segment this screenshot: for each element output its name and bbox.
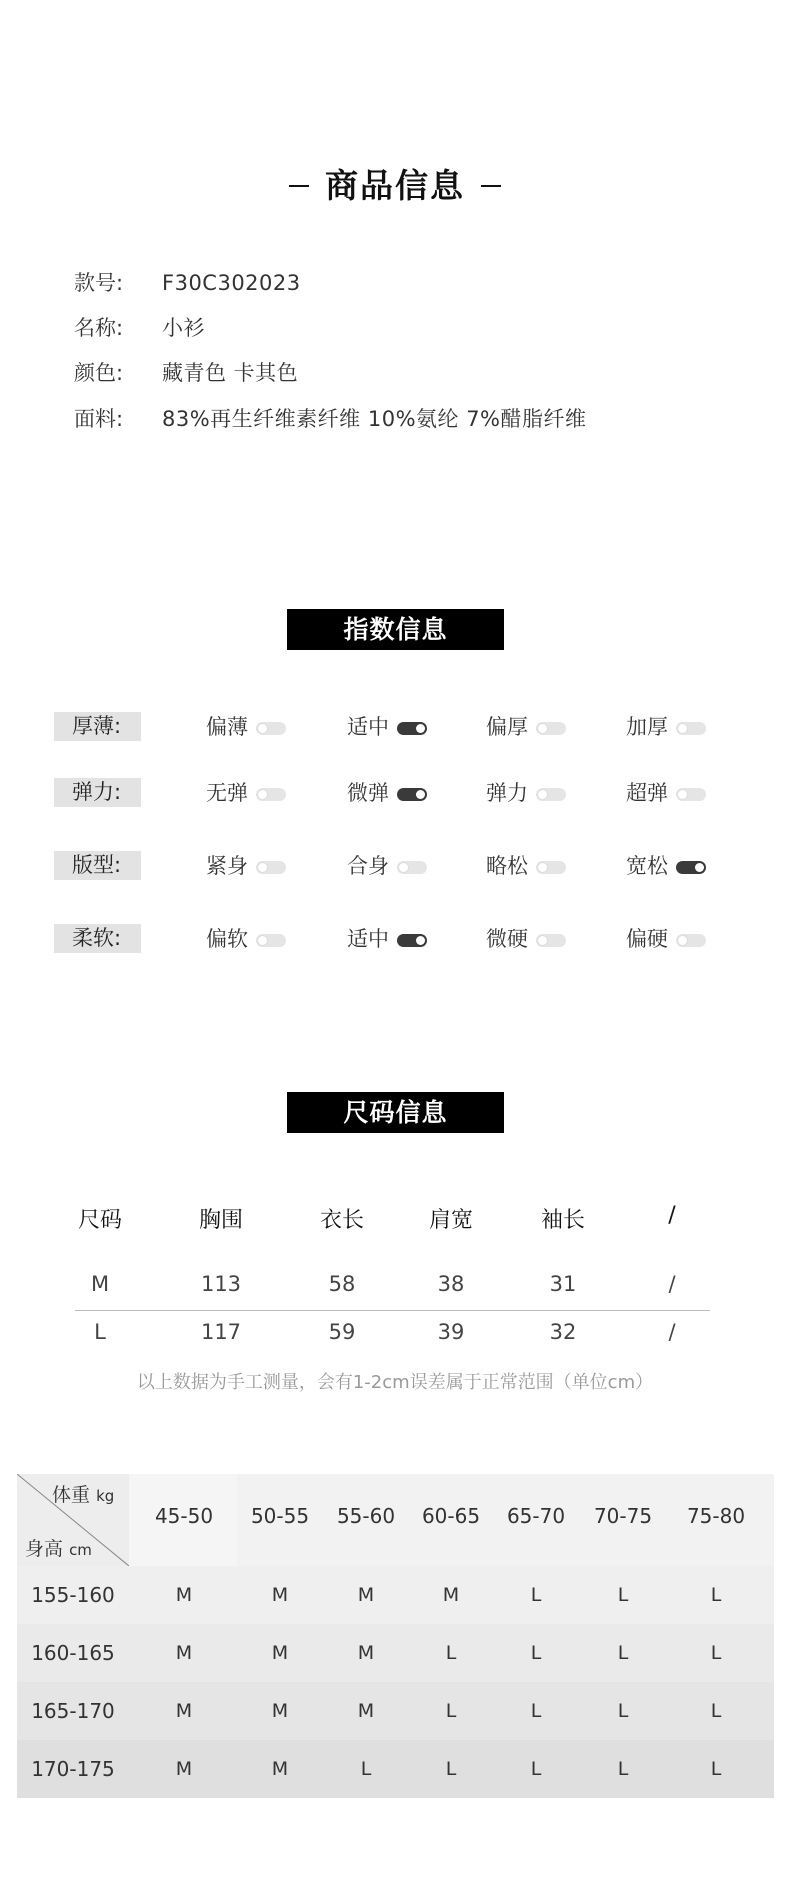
toggle-knob (695, 863, 704, 872)
toggle-knob (257, 862, 268, 873)
toggle-knob (677, 723, 688, 734)
toggle-off-icon (256, 722, 286, 735)
toggle-knob (537, 862, 548, 873)
size-cell: M (442, 1584, 460, 1606)
height-unit: cm (69, 1541, 92, 1559)
size-cell: M (175, 1700, 193, 1722)
toggle-knob (537, 723, 548, 734)
info-value: 藏青色 卡其色 (162, 361, 299, 385)
toggle-off-icon (536, 788, 566, 801)
info-key: 名称: (74, 316, 124, 340)
toggle-knob (257, 935, 268, 946)
size-cell: M (357, 1700, 375, 1722)
size-cell: L (360, 1758, 372, 1780)
height-row-header: 165-170 (31, 1699, 115, 1723)
size-cell: L (530, 1758, 542, 1780)
height-row-header: 160-165 (31, 1641, 115, 1665)
toggle-off-icon (676, 722, 706, 735)
index-option-label: 适中 (347, 715, 389, 739)
height-row-header: 155-160 (31, 1583, 115, 1607)
size-cell: 113 (200, 1272, 242, 1296)
info-row-style-no (74, 268, 301, 298)
size-cell: L (445, 1700, 457, 1722)
size-cell: M (357, 1642, 375, 1664)
index-label: 柔软: (54, 924, 141, 953)
index-option-label: 弹力 (486, 781, 528, 805)
index-option-label: 紧身 (206, 854, 248, 878)
info-key: 款号: (74, 271, 124, 295)
size-cell: L (617, 1642, 629, 1664)
toggle-on-icon (676, 861, 706, 874)
size-cell: 39 (437, 1320, 465, 1344)
size-cell: / (668, 1272, 676, 1296)
grid-row (17, 1624, 774, 1682)
size-cell: L (710, 1642, 722, 1664)
info-key: 颜色: (74, 361, 124, 385)
size-cell: 38 (437, 1272, 465, 1296)
toggle-off-icon (256, 861, 286, 874)
weight-col-header: 50-55 (250, 1504, 310, 1528)
size-table-divider (75, 1310, 710, 1311)
size-cell: L (94, 1320, 106, 1344)
size-cell: L (617, 1758, 629, 1780)
weight-label: 体重 (52, 1484, 91, 1506)
info-value: 83%再生纤维素纤维 10%氨纶 7%醋脂纤维 (162, 407, 587, 431)
size-cell: L (530, 1584, 542, 1606)
size-cell: M (271, 1700, 289, 1722)
index-option-label: 偏厚 (486, 715, 528, 739)
size-cell: 117 (200, 1320, 242, 1344)
size-cell: 59 (328, 1320, 356, 1344)
size-col-header: 袖长 (540, 1208, 585, 1233)
size-cell: M (90, 1272, 110, 1296)
size-cell: M (357, 1584, 375, 1606)
size-col-header: 衣长 (319, 1208, 364, 1233)
toggle-knob (257, 789, 268, 800)
toggle-on-icon (397, 788, 427, 801)
index-option-label: 适中 (347, 927, 389, 951)
size-col-header: 尺码 (77, 1208, 122, 1233)
toggle-off-icon (397, 861, 427, 874)
toggle-knob (677, 789, 688, 800)
index-option-label: 超弹 (626, 781, 668, 805)
size-col-header: 肩宽 (428, 1208, 473, 1233)
size-col-header: 胸围 (198, 1208, 243, 1233)
size-cell: M (271, 1584, 289, 1606)
size-cell: L (445, 1642, 457, 1664)
height-row-header: 170-175 (31, 1757, 115, 1781)
size-cell: 58 (328, 1272, 356, 1296)
index-info-title: 指数信息 (287, 609, 504, 650)
info-row-color (74, 358, 298, 388)
toggle-off-icon (676, 788, 706, 801)
toggle-on-icon (397, 722, 427, 735)
info-value: F30C302023 (162, 271, 301, 295)
info-row-name (74, 313, 205, 343)
toggle-knob (416, 724, 425, 733)
weight-col-header: 45-50 (154, 1504, 214, 1528)
index-option-label: 偏硬 (626, 927, 668, 951)
weight-header (52, 1480, 114, 1507)
toggle-knob (677, 935, 688, 946)
toggle-knob (257, 723, 268, 734)
height-header (25, 1534, 92, 1561)
size-cell: L (710, 1758, 722, 1780)
product-info-title-text: 商品信息 (325, 166, 465, 205)
index-label: 版型: (54, 851, 141, 880)
index-option-label: 合身 (347, 854, 389, 878)
size-cell: L (530, 1700, 542, 1722)
size-cell: M (175, 1642, 193, 1664)
toggle-knob (416, 790, 425, 799)
toggle-on-icon (397, 934, 427, 947)
size-cell: / (668, 1320, 676, 1344)
size-cell: 32 (549, 1320, 577, 1344)
grid-row (17, 1566, 774, 1624)
title-dash-right (481, 185, 501, 187)
toggle-knob (398, 862, 409, 873)
toggle-knob (537, 935, 548, 946)
toggle-off-icon (536, 861, 566, 874)
index-option-label: 加厚 (626, 715, 668, 739)
index-option-label: 偏薄 (206, 715, 248, 739)
toggle-off-icon (536, 722, 566, 735)
index-option-label: 无弹 (206, 781, 248, 805)
toggle-knob (537, 789, 548, 800)
grid-row (17, 1682, 774, 1740)
size-recommend-grid (17, 1474, 774, 1798)
size-note: 以上数据为手工测量，会有1-2cm误差属于正常范围（单位cm） (136, 1372, 654, 1393)
grid-row (17, 1740, 774, 1798)
toggle-off-icon (676, 934, 706, 947)
weight-col-header: 55-60 (336, 1504, 396, 1528)
size-cell: M (175, 1584, 193, 1606)
size-cell: L (617, 1584, 629, 1606)
size-cell: L (530, 1642, 542, 1664)
size-info-title: 尺码信息 (287, 1092, 504, 1133)
size-cell: M (271, 1642, 289, 1664)
size-cell: M (175, 1758, 193, 1780)
size-cell: L (710, 1700, 722, 1722)
size-cell: L (710, 1584, 722, 1606)
size-cell: L (445, 1758, 457, 1780)
index-option-label: 偏软 (206, 927, 248, 951)
grid-corner (17, 1474, 129, 1566)
index-label: 弹力: (54, 778, 141, 807)
index-label: 厚薄: (54, 712, 141, 741)
index-option-label: 略松 (486, 854, 528, 878)
toggle-knob (416, 936, 425, 945)
info-key: 面料: (74, 407, 124, 431)
weight-unit: kg (96, 1487, 115, 1505)
height-label: 身高 (25, 1538, 64, 1560)
size-cell: 31 (549, 1272, 577, 1296)
toggle-off-icon (256, 934, 286, 947)
weight-col-header: 70-75 (593, 1504, 653, 1528)
info-value: 小衫 (162, 316, 205, 340)
title-dash-left (289, 185, 309, 187)
size-cell: M (271, 1758, 289, 1780)
toggle-off-icon (256, 788, 286, 801)
product-info-title (0, 160, 790, 207)
toggle-off-icon (536, 934, 566, 947)
weight-col-header: 60-65 (421, 1504, 481, 1528)
info-row-fabric (74, 404, 587, 434)
index-option-label: 宽松 (626, 854, 668, 878)
index-option-label: 微弹 (347, 781, 389, 805)
weight-col-header: 75-80 (686, 1504, 746, 1528)
size-col-header: / (668, 1203, 676, 1228)
weight-col-header: 65-70 (506, 1504, 566, 1528)
size-cell: L (617, 1700, 629, 1722)
index-option-label: 微硬 (486, 927, 528, 951)
